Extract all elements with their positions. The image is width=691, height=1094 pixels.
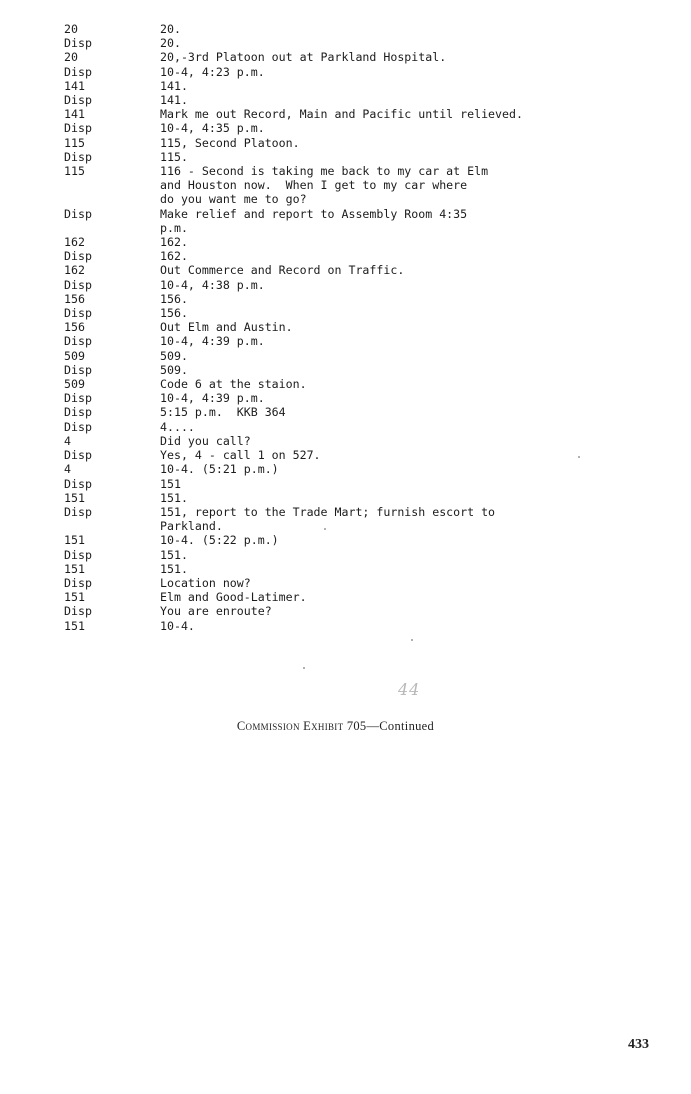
message-text: 141. — [160, 78, 188, 93]
message-text: 162. — [160, 235, 188, 250]
message-text: 20. — [160, 22, 181, 36]
scan-speck — [411, 639, 413, 641]
message-text: 156. — [160, 291, 188, 306]
transcript-row — [64, 505, 664, 533]
speaker-label: Disp — [64, 476, 92, 491]
transcript-row — [64, 462, 664, 476]
message-text: 10-4, 4:39 p.m. — [160, 391, 265, 406]
speaker-label: Disp — [64, 93, 92, 108]
message-text: 509. — [160, 348, 188, 363]
message-text: 509. — [160, 362, 188, 377]
speaker-label: 156 — [64, 291, 85, 306]
speaker-label: Disp — [64, 121, 92, 136]
speaker-label: Disp — [64, 249, 92, 264]
transcript-row — [64, 207, 664, 235]
transcript-row — [64, 377, 664, 391]
message-text: Code 6 at the staion. — [160, 377, 307, 392]
transcript-row — [64, 576, 664, 590]
message-text: 156. — [160, 306, 188, 321]
transcript-row — [64, 604, 664, 618]
message-text: 10-4, 4:35 p.m. — [160, 121, 265, 136]
message-text: 10-4. — [160, 618, 195, 633]
message-text: 151. — [160, 561, 188, 576]
speaker-label: 20 — [64, 50, 78, 65]
transcript-row — [64, 590, 664, 604]
exhibit-suffix: —Continued — [366, 719, 435, 733]
exhibit-caption — [0, 719, 671, 734]
exhibit-title: Commission Exhibit 705 — [236, 719, 367, 733]
speaker-label: Disp — [64, 64, 92, 79]
message-text: Did you call? — [160, 433, 251, 448]
transcript-row — [64, 278, 664, 292]
message-text: 10-4, 4:23 p.m. — [160, 64, 265, 79]
speaker-label: Disp — [64, 306, 92, 321]
speaker-label: 162 — [64, 263, 85, 278]
transcript-row — [64, 363, 664, 377]
message-text: Yes, 4 - call 1 on 527. — [160, 448, 321, 463]
transcript-row — [64, 107, 664, 121]
message-text: Out Commerce and Record on Traffic. — [160, 263, 405, 278]
transcript-row — [64, 349, 664, 363]
transcript-row — [64, 50, 664, 64]
message-text: 151 — [160, 476, 181, 491]
message-text: 10-4. (5:21 p.m.) — [160, 462, 279, 477]
speaker-label: Disp — [64, 504, 92, 519]
speaker-label: 20 — [64, 22, 78, 36]
transcript-row — [64, 320, 664, 334]
transcript-row — [64, 306, 664, 320]
message-text: Make relief and report to Assembly Room 4:35 p.m. — [160, 206, 468, 235]
message-text: Elm and Good-Latimer. — [160, 590, 307, 605]
speaker-label: 141 — [64, 78, 85, 93]
transcript-row — [64, 36, 664, 50]
speaker-label: Disp — [64, 604, 92, 619]
transcript-row — [64, 235, 664, 249]
transcript-row — [64, 79, 664, 93]
transcript-row — [64, 121, 664, 135]
speaker-label: Disp — [64, 448, 92, 463]
message-text: 10-4, 4:38 p.m. — [160, 277, 265, 292]
speaker-label: Disp — [64, 36, 92, 51]
transcript-row — [64, 405, 664, 419]
speaker-label: 151 — [64, 561, 85, 576]
speaker-label: Disp — [64, 575, 92, 590]
speaker-label: 151 — [64, 490, 85, 505]
transcript-row — [64, 249, 664, 263]
transcript-row — [64, 562, 664, 576]
speaker-label: 4 — [64, 462, 71, 477]
transcript-row — [64, 150, 664, 164]
transcript-row — [64, 22, 664, 36]
transcript-row — [64, 533, 664, 547]
speaker-label: 509 — [64, 348, 85, 363]
faint-stamp-mark: 44 — [398, 680, 421, 699]
message-text: You are enroute? — [160, 604, 272, 619]
speaker-label: Disp — [64, 149, 92, 164]
transcript-row — [64, 434, 664, 448]
speaker-label: 509 — [64, 377, 85, 392]
message-text: 10-4. (5:22 p.m.) — [160, 533, 279, 548]
transcript-row — [64, 420, 664, 434]
speaker-label: Disp — [64, 547, 92, 562]
scan-speck — [303, 667, 305, 669]
transcript-row — [64, 477, 664, 491]
message-text: 115, Second Platoon. — [160, 135, 300, 150]
message-text: 20. — [160, 36, 181, 51]
speaker-label: 151 — [64, 590, 85, 605]
message-text: Mark me out Record, Main and Pacific until relieved. — [160, 107, 523, 122]
message-text: 151. — [160, 490, 188, 505]
message-text: 141. — [160, 93, 188, 108]
speaker-label: Disp — [64, 206, 92, 221]
transcript-row — [64, 164, 664, 207]
speaker-label: 115 — [64, 164, 85, 179]
message-text: Out Elm and Austin. — [160, 320, 293, 335]
transcript-row — [64, 334, 664, 348]
speaker-label: 141 — [64, 107, 85, 122]
page-number: 433 — [628, 1037, 649, 1052]
speaker-label: 156 — [64, 320, 85, 335]
speaker-label: Disp — [64, 362, 92, 377]
speaker-label: 151 — [64, 533, 85, 548]
transcript-row — [64, 391, 664, 405]
speaker-label: Disp — [64, 391, 92, 406]
transcript-row — [64, 448, 664, 462]
message-text: 116 - Second is taking me back to my car at Elm and Houston now. When I get to my car where do you want me to go? — [160, 164, 489, 207]
transcript-row — [64, 263, 664, 277]
transcript-row — [64, 548, 664, 562]
radio-transcript — [64, 22, 664, 633]
scan-speck — [578, 456, 580, 458]
speaker-label: Disp — [64, 277, 92, 292]
speaker-label: Disp — [64, 419, 92, 434]
speaker-label: 162 — [64, 235, 85, 250]
transcript-row — [64, 65, 664, 79]
transcript-row — [64, 93, 664, 107]
message-text: 162. — [160, 249, 188, 264]
message-text: Location now? — [160, 575, 251, 590]
transcript-row — [64, 136, 664, 150]
message-text: 20,-3rd Platoon out at Parkland Hospital. — [160, 50, 447, 65]
speaker-label: 151 — [64, 618, 85, 633]
message-text: 5:15 p.m. KKB 364 — [160, 405, 286, 420]
message-text: 115. — [160, 149, 188, 164]
message-text: 4.... — [160, 419, 195, 434]
speaker-label: 115 — [64, 135, 85, 150]
transcript-row — [64, 619, 664, 633]
message-text: 151, report to the Trade Mart; furnish escort to Parkland. — [160, 504, 496, 534]
speaker-label: 4 — [64, 433, 71, 448]
speaker-label: Disp — [64, 334, 92, 349]
transcript-row — [64, 491, 664, 505]
transcript-row — [64, 292, 664, 306]
speaker-label: Disp — [64, 405, 92, 420]
scan-speck — [324, 528, 326, 530]
message-text: 151. — [160, 547, 188, 562]
message-text: 10-4, 4:39 p.m. — [160, 334, 265, 349]
